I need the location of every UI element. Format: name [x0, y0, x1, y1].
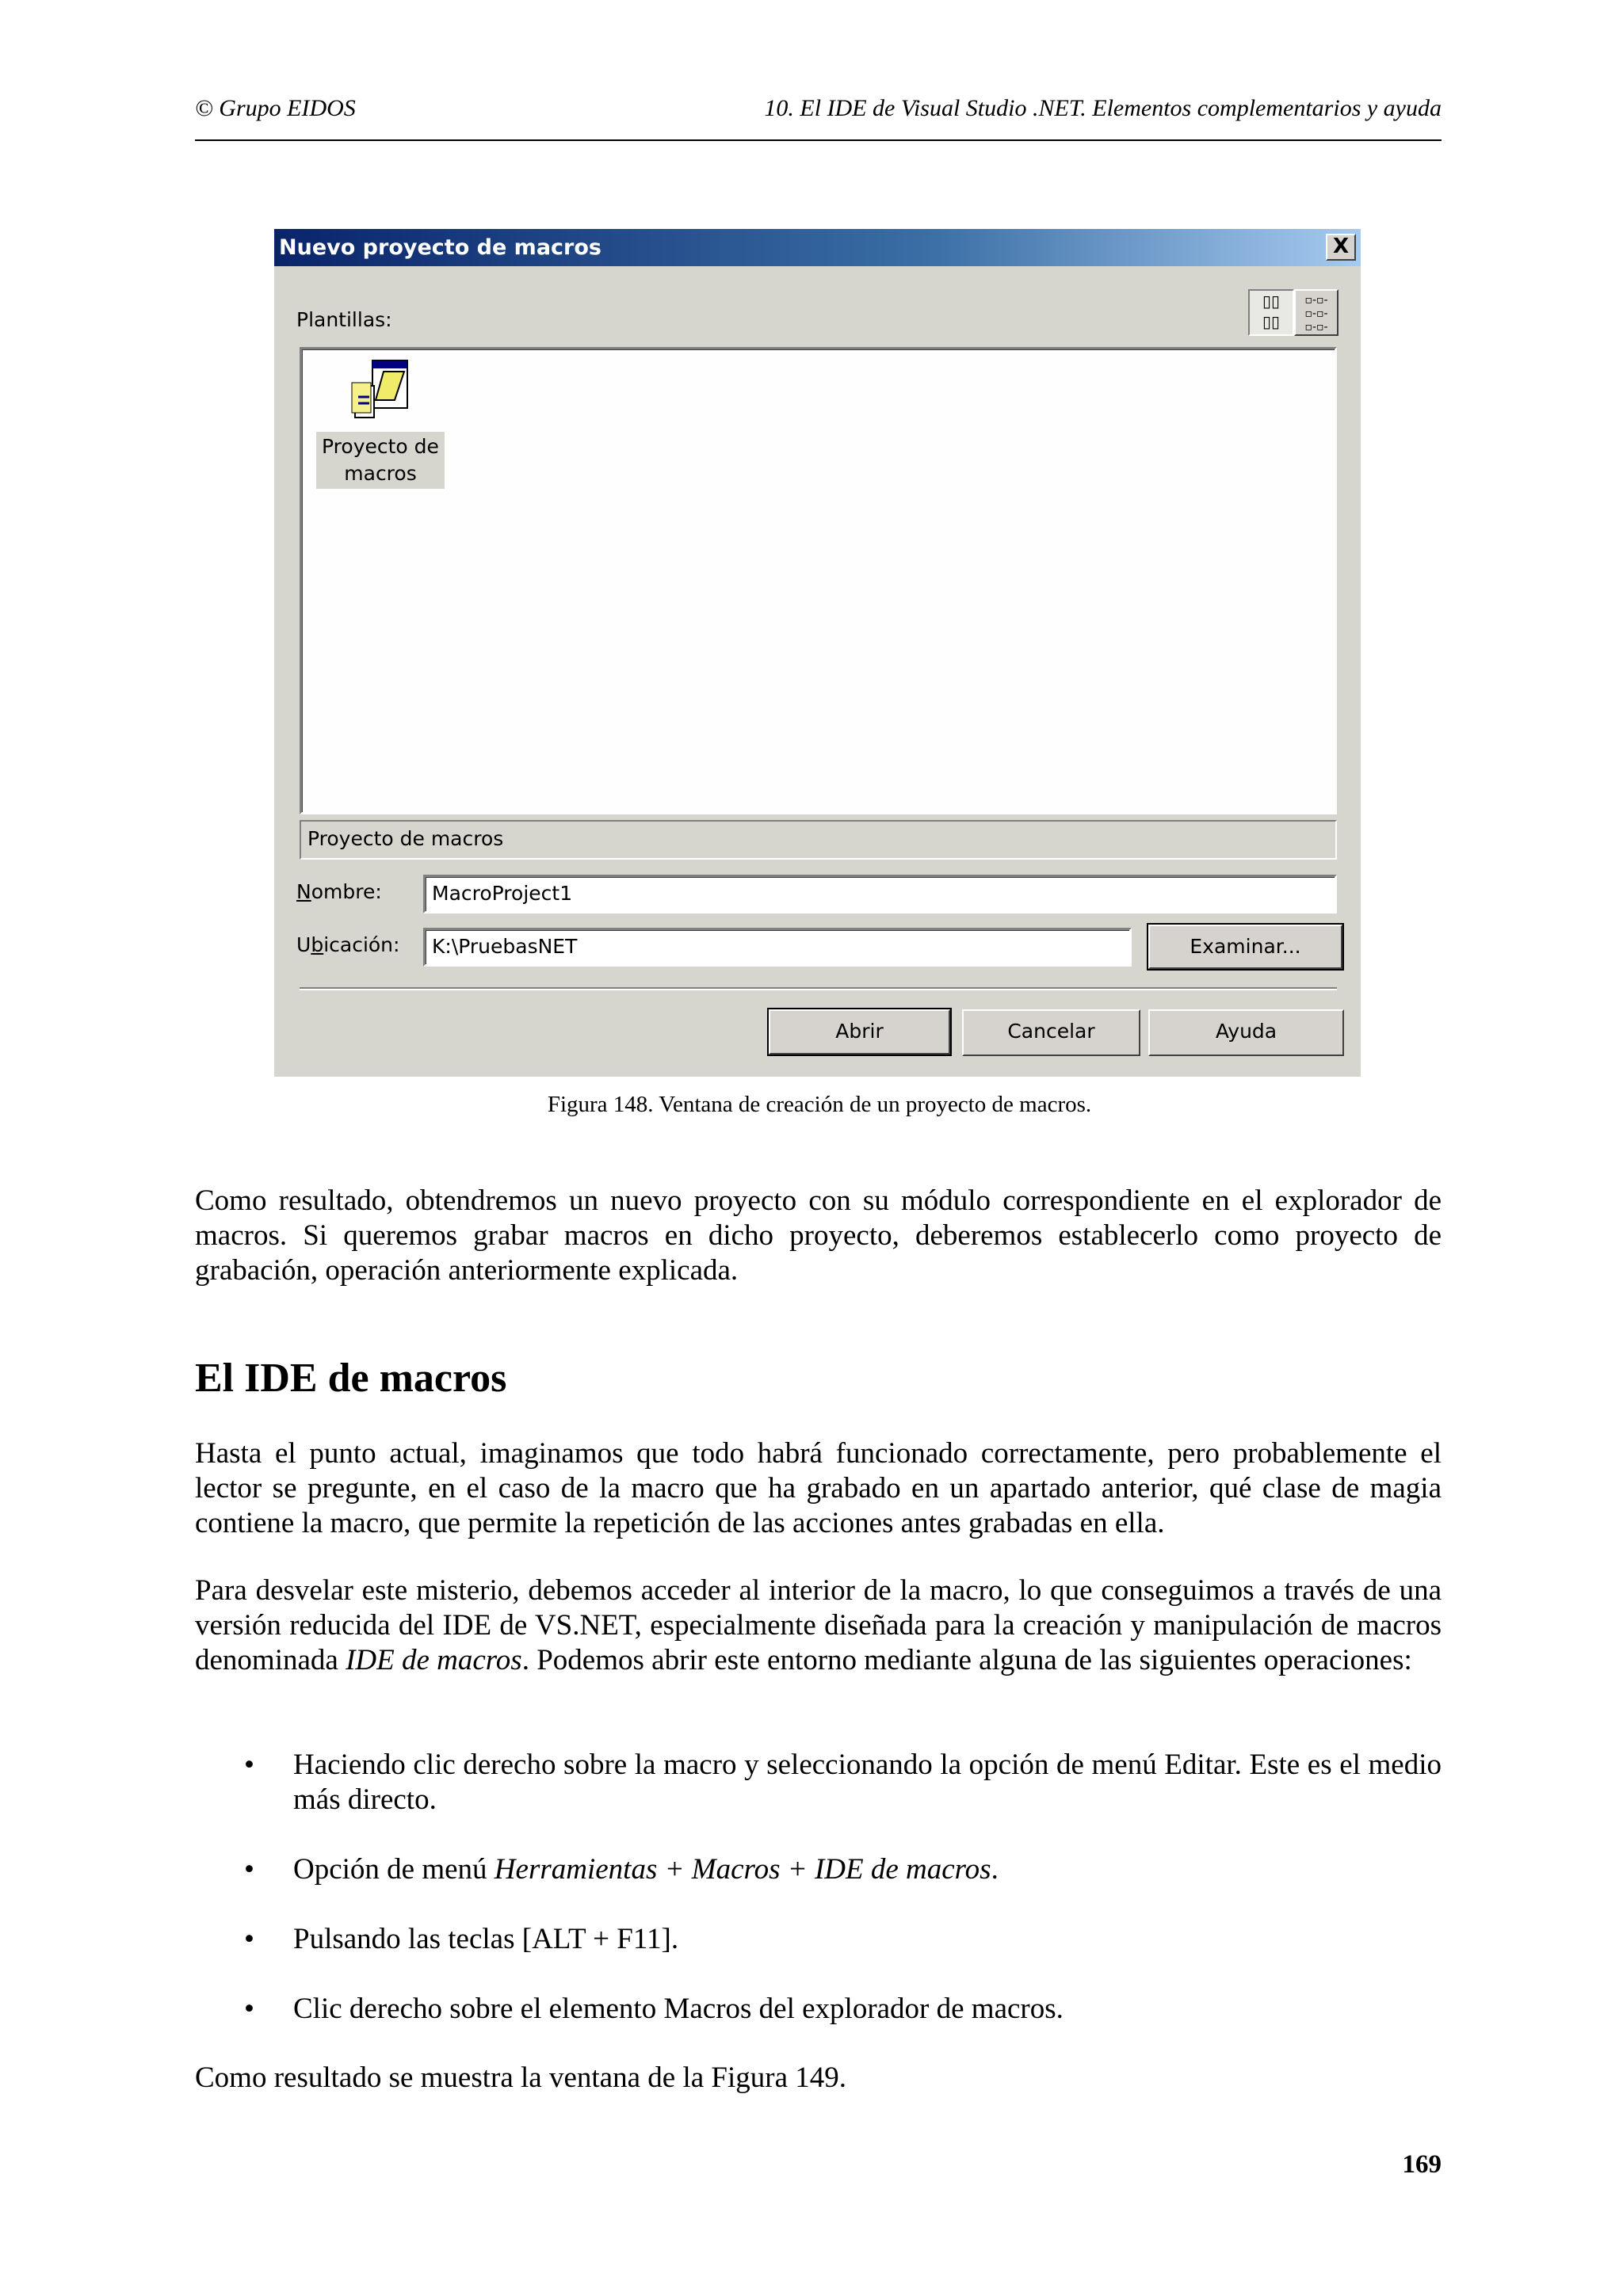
header-right: 10. El IDE de Visual Studio .NET. Elementos complementarios y ayuda: [764, 95, 1442, 121]
templates-label: Plantillas:: [296, 308, 392, 331]
paragraph: Para desvelar este misterio, debemos acceder al interior de la macro, lo que conseguimos a través de una versión reducida del IDE de VS.NET, especialmente diseñada para la creación y manipulación de macros denominada IDE de macros. Podemos abrir este entorno mediante alguna de las siguientes operaciones:: [195, 1574, 1442, 1676]
list-view-icon: ▫-▫- ▫-▫- ▫-▫-: [1304, 294, 1328, 334]
bullet-icon: •: [244, 1749, 254, 1781]
page-number: 169: [1402, 2150, 1442, 2179]
separator: [300, 987, 1337, 990]
header-left: © Grupo EIDOS: [195, 95, 356, 121]
header-rule: [195, 139, 1442, 141]
paragraph: Hasta el punto actual, imaginamos que todo habrá funcionado correctamente, pero probablemente el lector se pregunte, en el caso de la macro que ha grabado en un apartado anterior, qué clase de magia contiene la macro, que permite la repetición de las acciones antes grabadas en ella.: [195, 1437, 1442, 1539]
name-input[interactable]: MacroProject1: [423, 875, 1337, 913]
location-label: Ubicación:: [296, 933, 400, 956]
help-button[interactable]: Ayuda: [1148, 1009, 1344, 1056]
name-label: Nombre:: [296, 880, 382, 903]
template-item-macro-project[interactable]: [316, 357, 445, 489]
cancel-button[interactable]: Cancelar: [962, 1009, 1140, 1056]
large-icons-view-button[interactable]: [1248, 289, 1294, 336]
paragraph: Como resultado, obtendremos un nuevo proyecto con su módulo correspondiente en el explorador de macros. Si queremos grabar macros en dicho proyecto, deberemos establecerlo como proyecto de grabación, operación anteriormente explicada.: [195, 1184, 1442, 1287]
macro-project-icon: [349, 357, 412, 421]
template-description: Proyecto de macros: [300, 820, 1337, 860]
templates-list[interactable]: [300, 347, 1337, 814]
list-item: Haciendo clic derecho sobre la macro y seleccionando la opción de menú Editar. Este es el medio más directo.: [293, 1749, 1442, 1816]
figure-caption: Figura 148. Ventana de creación de un proyecto de macros.: [547, 1092, 1092, 1117]
template-item-label: Proyecto de macros: [316, 432, 445, 489]
dialog-title-bar: [274, 229, 1361, 266]
paragraph: Como resultado se muestra la ventana de la Figura 149.: [195, 2061, 847, 2094]
browse-button[interactable]: Examinar...: [1148, 925, 1342, 969]
list-item: Opción de menú Herramientas + Macros + IDE de macros.: [293, 1853, 999, 1886]
bullet-icon: •: [244, 1993, 254, 2025]
list-item: Pulsando las teclas [ALT + F11].: [293, 1923, 679, 1955]
section-heading: El IDE de macros: [195, 1356, 507, 1401]
list-view-button[interactable]: [1294, 289, 1338, 336]
bullet-icon: •: [244, 1853, 254, 1886]
bullet-icon: •: [244, 1923, 254, 1955]
location-input[interactable]: K:\PruebasNET: [423, 928, 1132, 967]
dialog-title: Nuevo proyecto de macros: [279, 235, 601, 260]
close-button[interactable]: X: [1326, 234, 1356, 261]
open-button[interactable]: Abrir: [769, 1009, 950, 1055]
large-icons-icon: ▯▯ ▯▯: [1262, 292, 1280, 331]
new-macro-project-dialog: [274, 229, 1361, 1077]
list-item: Clic derecho sobre el elemento Macros del explorador de macros.: [293, 1993, 1064, 2025]
